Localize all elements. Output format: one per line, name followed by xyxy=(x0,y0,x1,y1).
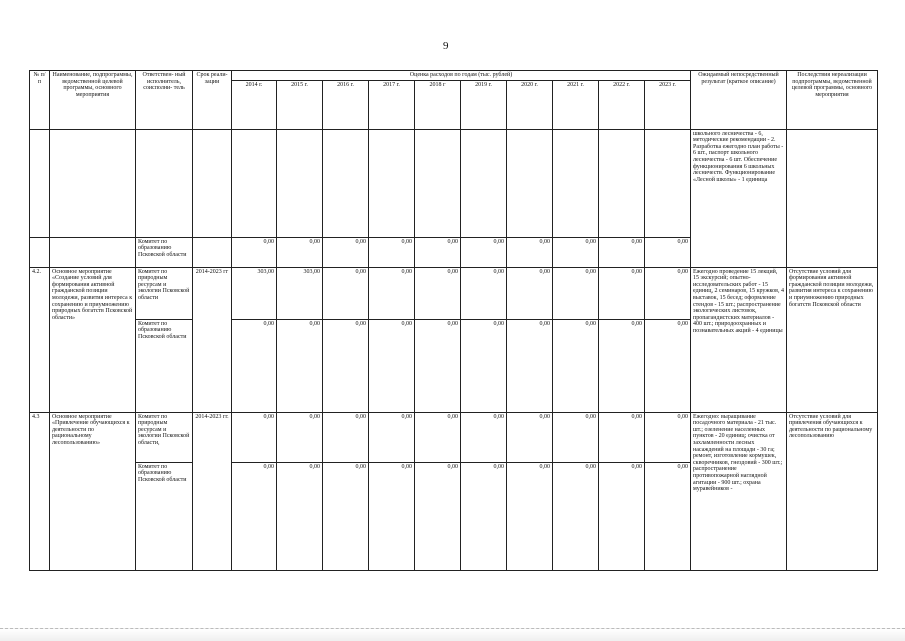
cost-cell: 0,00 xyxy=(507,319,553,412)
year-header: 2021 г. xyxy=(553,80,599,129)
item-name: Основное мероприятие «Создание условий для формирования активной гражданской позиции молодежи, развития интереса к сохранению и приумножению природных богатств Псковской области» xyxy=(50,267,136,412)
responsible-cell: Комитет по природным ресурсам и экологии Псковской области, xyxy=(136,412,193,462)
year-header: 2020 г. xyxy=(507,80,553,129)
item-term: 2014-2023 гг. xyxy=(193,412,232,570)
item-name: Основное мероприятие «Привлечение обучающихся к деятельности по рациональному лесопользованию» xyxy=(50,412,136,570)
item-num: 4.3 xyxy=(30,412,50,570)
item-term: 2014-2023 гг xyxy=(193,267,232,412)
table-row xyxy=(30,267,878,319)
cost-cell: 0,00 xyxy=(507,237,553,267)
item-consequences: Отсутствие условий для привлечения обучающихся к деятельности по рациональному лесопользованию xyxy=(787,412,878,570)
cost-cell: 303,00 xyxy=(277,267,323,319)
cost-cell: 0,00 xyxy=(553,267,599,319)
responsible-cell: Комитет по образованию Псковской области xyxy=(136,237,193,267)
cost-cell: 0,00 xyxy=(461,319,507,412)
cost-cell: 0,00 xyxy=(507,267,553,319)
cost-cell: 0,00 xyxy=(415,319,461,412)
expenses-table xyxy=(29,70,878,571)
cost-cell: 0,00 xyxy=(553,237,599,267)
cost-cell: 0,00 xyxy=(599,319,645,412)
cost-cell: 0,00 xyxy=(277,319,323,412)
cost-cell: 0,00 xyxy=(369,237,415,267)
year-header: 2016 г. xyxy=(323,80,369,129)
year-header: 2014 г. xyxy=(232,80,277,129)
header-expected: Ожидаемый непосредственный результат (краткое описание) xyxy=(691,71,787,130)
cost-cell: 0,00 xyxy=(553,319,599,412)
cost-cell: 0,00 xyxy=(645,319,691,412)
cost-cell: 0,00 xyxy=(645,267,691,319)
cost-cell: 0,00 xyxy=(323,237,369,267)
cost-cell: 0,00 xyxy=(645,237,691,267)
header-name: Наименование, подпрограммы, ведомственной целевой программы, основного мероприятия xyxy=(50,71,136,130)
cost-cell: 303,00 xyxy=(232,267,277,319)
cost-cell: 0,00 xyxy=(645,462,691,570)
cost-cell: 0,00 xyxy=(369,319,415,412)
cost-cell: 0,00 xyxy=(461,462,507,570)
cost-cell: 0,00 xyxy=(232,319,277,412)
header-row-1 xyxy=(30,71,878,81)
continuation-row xyxy=(30,129,878,237)
cost-cell: 0,00 xyxy=(461,412,507,462)
cost-cell: 0,00 xyxy=(599,412,645,462)
page-number: 9 xyxy=(443,40,449,52)
cost-cell: 0,00 xyxy=(277,237,323,267)
cost-cell: 0,00 xyxy=(323,412,369,462)
cost-cell: 0,00 xyxy=(461,237,507,267)
cost-cell: 0,00 xyxy=(232,412,277,462)
year-header: 2015 г. xyxy=(277,80,323,129)
item-expected: Ежегодно: выращивание посадочного материала - 21 тыс. шт.; озеленение населенных пунктов - 20 единиц; очистка от захламленности лесных насаждений на площади - 30 га; ремонт, изготовление кормушек, скворечников, гнездовий - 300 шт.; распространение противопожарной наглядной агитации - 900 шт.; охрана муравейников - xyxy=(691,412,787,570)
header-cost-group: Оценка расходов по годам (тыс. рублей) xyxy=(232,71,691,81)
year-header: 2018 г xyxy=(415,80,461,129)
year-header: 2022 г. xyxy=(599,80,645,129)
cost-cell: 0,00 xyxy=(323,319,369,412)
cost-cell: 0,00 xyxy=(461,267,507,319)
year-header: 2023 г. xyxy=(645,80,691,129)
cost-cell: 0,00 xyxy=(553,462,599,570)
cost-cell: 0,00 xyxy=(277,462,323,570)
year-header: 2017 г. xyxy=(369,80,415,129)
cost-cell: 0,00 xyxy=(232,237,277,267)
responsible-cell: Комитет по природным ресурсам и экологии Псковской области xyxy=(136,267,193,319)
cost-cell: 0,00 xyxy=(323,462,369,570)
cost-cell: 0,00 xyxy=(415,462,461,570)
cost-cell: 0,00 xyxy=(645,412,691,462)
continuation-result: школьного лесничества - 6, методические рекомендации - 2. Разработка ежегодно план работы - 6 шт., паспорт школьного лесничества - 6 шт. Обеспечение функционирования 6 школьных лесничеств. Функционирование «Лесной школы» - 1 единица xyxy=(691,129,787,267)
cost-cell: 0,00 xyxy=(599,267,645,319)
cost-cell: 0,00 xyxy=(323,267,369,319)
cost-cell: 0,00 xyxy=(369,412,415,462)
cost-cell: 0,00 xyxy=(415,237,461,267)
cost-cell: 0,00 xyxy=(507,462,553,570)
cost-cell: 0,00 xyxy=(507,412,553,462)
cost-cell: 0,00 xyxy=(599,237,645,267)
responsible-cell: Комитет по образованию Псковской области xyxy=(136,319,193,412)
cost-cell: 0,00 xyxy=(369,462,415,570)
cost-cell: 0,00 xyxy=(232,462,277,570)
header-num: № п/п xyxy=(30,71,50,130)
item-expected: Ежегодно проведение 15 лекций, 15 экскурсий; опытно-исследовательских работ - 15 единиц, 2 семинаров, 15 кружков, 4 выставок, 15 бесед; оформление стендов - 15 шт.; распространение экологических листовок, пропагандистских материалов - 400 шт.; природоохранных и познавательных акций - 4 единицы xyxy=(691,267,787,412)
item-num: 4.2. xyxy=(30,267,50,412)
scan-bottom-edge xyxy=(0,628,905,641)
header-responsible: Ответствен- ный исполнитель, соисполни- тель xyxy=(136,71,193,130)
item-consequences: Отсутствие условий для формирования активной гражданской позиции молодежи, развития интереса к сохранению и приумножению природных богатств Псковской области xyxy=(787,267,878,412)
cost-cell: 0,00 xyxy=(599,462,645,570)
year-header: 2019 г. xyxy=(461,80,507,129)
responsible-cell: Комитет по образованию Псковской области xyxy=(136,462,193,570)
header-term: Срок реали- зации xyxy=(193,71,232,130)
cost-cell: 0,00 xyxy=(369,267,415,319)
header-consequences: Последствия нереализации подпрограммы, ведомственной целевой программы, основного мероприятия xyxy=(787,71,878,130)
cost-cell: 0,00 xyxy=(415,267,461,319)
cost-cell: 0,00 xyxy=(277,412,323,462)
cost-cell: 0,00 xyxy=(553,412,599,462)
cost-cell: 0,00 xyxy=(415,412,461,462)
table-row xyxy=(30,412,878,462)
